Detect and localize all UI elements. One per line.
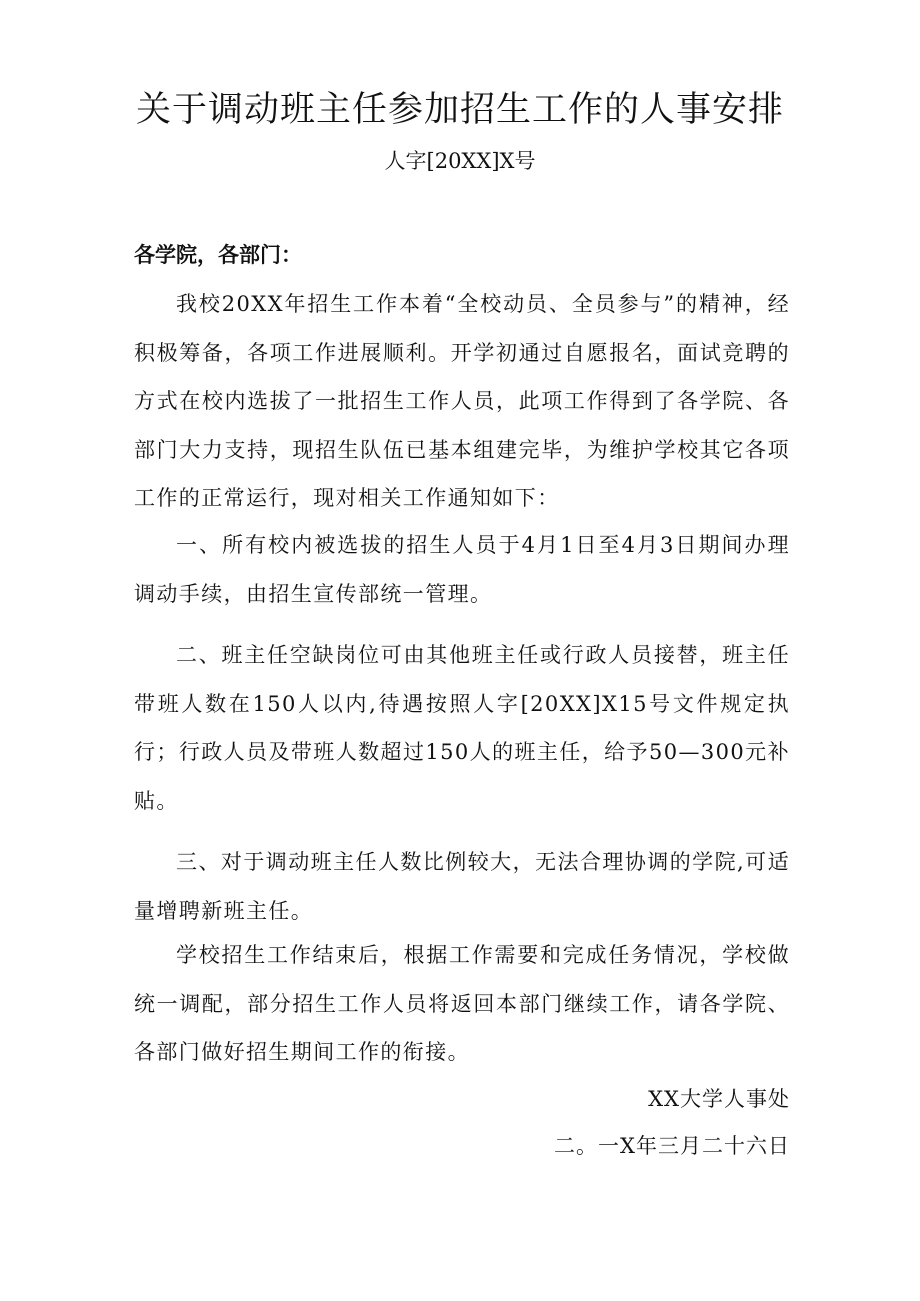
document-title: 关于调动班主任参加招生工作的人事安排 — [135, 90, 784, 130]
signature-date: 二。一X年三月二十六日 — [554, 1134, 790, 1158]
body-paragraph-intro: 我校20XX年招生工作本着“全校动员、全员参与”的精神，经积极筹备，各项工作进展顺利。开学初通过自愿报名，面试竞聘的方式在校内选拔了一批招生工作人员，此项工作得到了各学院、各部门大力支持，现招生队伍已基本组建完毕，为维护学校其它各项工作的正常运行，现对相关工作通知如下： — [134, 292, 790, 510]
signature-organization: XX大学人事处 — [648, 1087, 790, 1111]
body-paragraph-closing: 学校招生工作结束后，根据工作需要和完成任务情况，学校做统一调配，部分招生工作人员将返回本部门继续工作，请各学院、各部门做好招生期间工作的衔接。 — [134, 943, 790, 1064]
body-paragraph-item-3: 三、对于调动班主任人数比例较大，无法合理协调的学院,可适量增聘新班主任。 — [134, 850, 790, 923]
document-number: 人字[20XX]X号 — [384, 149, 536, 173]
body-paragraph-item-2: 二、班主任空缺岗位可由其他班主任或行政人员接替，班主任带班人数在150人以内,待遇按照人字[20XX]X15号文件规定执行；行政人员及带班人数超过150人的班主任，给予50—300元补贴。 — [134, 643, 790, 813]
salutation: 各学院，各部门： — [134, 242, 302, 267]
body-paragraph-item-1: 一、所有校内被选拔的招生人员于4月1日至4月3日期间办理调动手续，由招生宣传部统一管理。 — [134, 533, 790, 606]
